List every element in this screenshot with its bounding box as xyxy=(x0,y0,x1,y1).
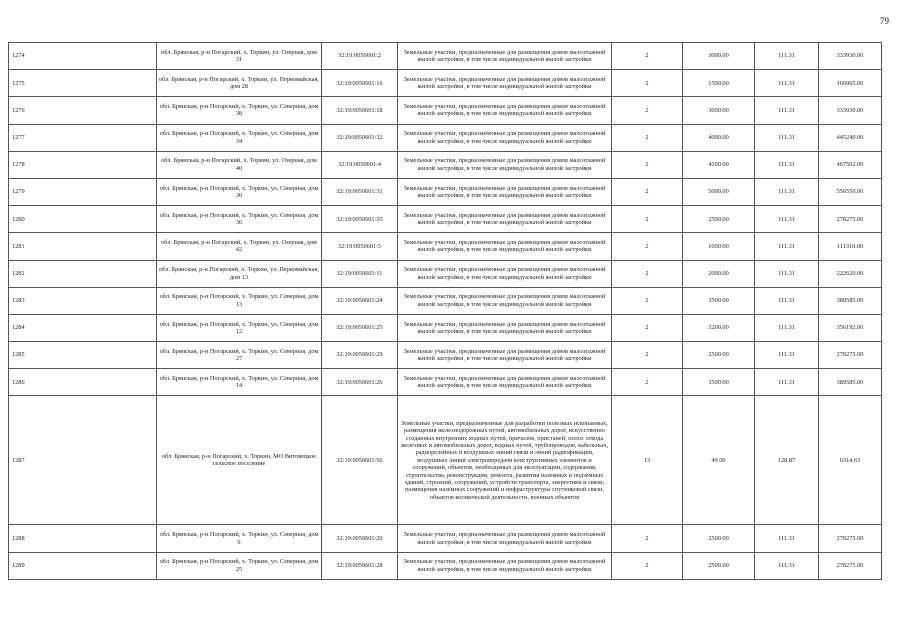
address-cell: обл. Брянская, р-н Погарский, х. Торкин, ул. Северная, дом 36 xyxy=(157,206,322,233)
cadastral-number-cell: 32:19:0050601:24 xyxy=(322,287,398,314)
area-cell: 2000.00 xyxy=(683,260,755,287)
row-number: 1274 xyxy=(9,43,157,70)
address-cell: обл. Брянская, р-н Погарский, х. Торкин, ул. Северная, дом 14 xyxy=(157,369,322,396)
group-cell: 2 xyxy=(612,260,683,287)
area-cell: 3000.00 xyxy=(683,97,755,124)
row-number: 1283 xyxy=(9,287,157,314)
cadastral-number-cell: 32:19:0050601:2 xyxy=(322,43,398,70)
area-cell: 3500.00 xyxy=(683,287,755,314)
group-cell: 2 xyxy=(612,151,683,178)
group-cell: 2 xyxy=(612,124,683,151)
cadastral-value-table xyxy=(8,42,882,580)
area-cell: 4200.00 xyxy=(683,151,755,178)
cadastral-value-cell: 278275.00 xyxy=(819,206,882,233)
cadastral-number-cell: 32:19:0050601:32 xyxy=(322,124,398,151)
row-number: 1278 xyxy=(9,151,157,178)
specific-value-cell: 111.31 xyxy=(755,342,819,369)
specific-value-cell: 111.31 xyxy=(755,233,819,260)
table-row xyxy=(9,151,882,178)
table-row xyxy=(9,124,882,151)
table-row xyxy=(9,369,882,396)
specific-value-cell: 111.31 xyxy=(755,70,819,97)
table-row xyxy=(9,178,882,205)
row-number: 1285 xyxy=(9,342,157,369)
group-cell: 2 xyxy=(612,206,683,233)
cadastral-value-cell: 222620.00 xyxy=(819,260,882,287)
table-row xyxy=(9,97,882,124)
row-number: 1286 xyxy=(9,369,157,396)
cadastral-value-cell: 166965.00 xyxy=(819,70,882,97)
cadastral-value-cell: 333930.00 xyxy=(819,43,882,70)
cadastral-number-cell: 32:19:0050601:35 xyxy=(322,206,398,233)
cadastral-number-cell: 32:19:0050601:18 xyxy=(322,97,398,124)
specific-value-cell: 111.31 xyxy=(755,178,819,205)
cadastral-number-cell: 32:19:0050601:28 xyxy=(322,552,398,579)
row-number: 1282 xyxy=(9,260,157,287)
table-row xyxy=(9,260,882,287)
specific-value-cell: 111.31 xyxy=(755,525,819,552)
specific-value-cell: 111.31 xyxy=(755,43,819,70)
group-cell: 2 xyxy=(612,342,683,369)
address-cell: обл. Брянская, р-н Погарский, х. Торкин, ул. Северная, дом 30 xyxy=(157,178,322,205)
cadastral-value-cell: 111310.00 xyxy=(819,233,882,260)
address-cell: обл. Брянская, р-н Погарский, х. Торкин, ул. Северная, дом 25 xyxy=(157,552,322,579)
specific-value-cell: 111.31 xyxy=(755,552,819,579)
cadastral-number-cell: 32:19:0050601:31 xyxy=(322,178,398,205)
cadastral-number-cell: 32:19:0050601:26 xyxy=(322,369,398,396)
group-cell: 13 xyxy=(612,396,683,525)
land-use-cell: Земельные участки, предназначенные для размещения домов малоэтажной жилой застройки, в том числе индивидуальной жилой застройки xyxy=(398,151,612,178)
cadastral-value-cell: 356192.00 xyxy=(819,314,882,341)
area-cell: 3000.00 xyxy=(683,43,755,70)
table-row xyxy=(9,525,882,552)
land-use-cell: Земельные участки, предназначенные для размещения домов малоэтажной жилой застройки, в том числе индивидуальной жилой застройки xyxy=(398,97,612,124)
land-use-cell: Земельные участки, предназначенные для размещения домов малоэтажной жилой застройки, в том числе индивидуальной жилой застройки xyxy=(398,206,612,233)
area-cell: 2500.00 xyxy=(683,342,755,369)
address-cell: обл. Брянская, р-н Погарский, х. Торкин, ул. Северная, дом 6 xyxy=(157,525,322,552)
specific-value-cell: 111.31 xyxy=(755,369,819,396)
cadastral-value-cell: 389585.00 xyxy=(819,287,882,314)
specific-value-cell: 128.87 xyxy=(755,396,819,525)
cadastral-value-cell: 278275.00 xyxy=(819,552,882,579)
area-cell: 1000.00 xyxy=(683,233,755,260)
area-cell: 49.00 xyxy=(683,396,755,525)
cadastral-value-cell: 445240.00 xyxy=(819,124,882,151)
land-use-cell: Земельные участки, предназначенные для размещения домов малоэтажной жилой застройки, в том числе индивидуальной жилой застройки xyxy=(398,369,612,396)
address-cell: обл. Брянская, р-н Погарский, х. Торкин, ул. Северная, дом 34 xyxy=(157,124,322,151)
specific-value-cell: 111.31 xyxy=(755,260,819,287)
group-cell: 2 xyxy=(612,178,683,205)
land-use-cell: Земельные участки, предназначенные для размещения домов малоэтажной жилой застройки, в том числе индивидуальной жилой застройки xyxy=(398,260,612,287)
page-number: 79 xyxy=(880,16,889,26)
group-cell: 2 xyxy=(612,287,683,314)
specific-value-cell: 111.31 xyxy=(755,287,819,314)
row-number: 1275 xyxy=(9,70,157,97)
cadastral-number-cell: 32:19:0050601:5 xyxy=(322,233,398,260)
group-cell: 2 xyxy=(612,525,683,552)
address-cell: обл. Брянская, р-н Погарский, х. Торкин, ул. Северная, дом 13 xyxy=(157,287,322,314)
cadastral-number-cell: 32:19:0050601:29 xyxy=(322,342,398,369)
table-row xyxy=(9,287,882,314)
row-number: 1280 xyxy=(9,206,157,233)
address-cell: обл. Брянская, р-н Погарский, х. Торкин, ул. Озерная, дом 31 xyxy=(157,43,322,70)
land-use-cell: Земельные участки, предназначенные для размещения домов малоэтажной жилой застройки, в том числе индивидуальной жилой застройки xyxy=(398,233,612,260)
row-number: 1287 xyxy=(9,396,157,525)
specific-value-cell: 111.31 xyxy=(755,97,819,124)
area-cell: 1500.00 xyxy=(683,70,755,97)
cadastral-number-cell: 32:19:0050601:11 xyxy=(322,260,398,287)
land-use-cell: Земельные участки, предназначенные для размещения домов малоэтажной жилой застройки, в том числе индивидуальной жилой застройки xyxy=(398,70,612,97)
cadastral-value-cell: 6314.63 xyxy=(819,396,882,525)
specific-value-cell: 111.31 xyxy=(755,314,819,341)
address-cell: обл. Брянская, р-н Погарский, х. Торкин, ул. Северная, дом 38 xyxy=(157,97,322,124)
row-number: 1288 xyxy=(9,525,157,552)
group-cell: 2 xyxy=(612,70,683,97)
specific-value-cell: 111.31 xyxy=(755,151,819,178)
address-cell: обл. Брянская, р-н Погарский, х. Торкин, ул. Северная, дом 27 xyxy=(157,342,322,369)
land-use-cell: Земельные участки, предназначенные для размещения домов малоэтажной жилой застройки, в том числе индивидуальной жилой застройки xyxy=(398,178,612,205)
group-cell: 2 xyxy=(612,369,683,396)
area-cell: 3500.00 xyxy=(683,369,755,396)
land-use-cell: Земельные участки, предназначенные для размещения домов малоэтажной жилой застройки, в том числе индивидуальной жилой застройки xyxy=(398,552,612,579)
address-cell: обл. Брянская, р-н Погарский, х. Торкин, МО Витовецкое сельское поселение xyxy=(157,396,322,525)
cadastral-number-cell: 32:19:0050601:56 xyxy=(322,396,398,525)
address-cell: обл. Брянская, р-н Погарский, х. Торкин, ул. Озерная, дом 40 xyxy=(157,151,322,178)
group-cell: 2 xyxy=(612,552,683,579)
cadastral-value-cell: 278275.00 xyxy=(819,342,882,369)
area-cell: 2500.00 xyxy=(683,206,755,233)
table-row xyxy=(9,314,882,341)
specific-value-cell: 111.31 xyxy=(755,206,819,233)
table-body xyxy=(9,43,882,580)
row-number: 1284 xyxy=(9,314,157,341)
row-number: 1279 xyxy=(9,178,157,205)
area-cell: 2500.00 xyxy=(683,525,755,552)
cadastral-number-cell: 32:19:0050601:25 xyxy=(322,314,398,341)
specific-value-cell: 111.31 xyxy=(755,124,819,151)
group-cell: 2 xyxy=(612,233,683,260)
row-number: 1276 xyxy=(9,97,157,124)
land-use-cell: Земельные участки, предназначенные для размещения домов малоэтажной жилой застройки, в том числе индивидуальной жилой застройки xyxy=(398,124,612,151)
group-cell: 2 xyxy=(612,314,683,341)
row-number: 1289 xyxy=(9,552,157,579)
table-row xyxy=(9,233,882,260)
cadastral-number-cell: 32:19:0050601:20 xyxy=(322,525,398,552)
cadastral-value-cell: 467502.00 xyxy=(819,151,882,178)
area-cell: 2500.00 xyxy=(683,552,755,579)
row-number: 1281 xyxy=(9,233,157,260)
table-row xyxy=(9,43,882,70)
group-cell: 2 xyxy=(612,43,683,70)
group-cell: 2 xyxy=(612,97,683,124)
land-use-cell: Земельные участки, предназначенные для размещения домов малоэтажной жилой застройки, в том числе индивидуальной жилой застройки xyxy=(398,314,612,341)
cadastral-value-cell: 389585.00 xyxy=(819,369,882,396)
cadastral-number-cell: 32:19:0050601:4 xyxy=(322,151,398,178)
table-row xyxy=(9,70,882,97)
land-use-cell: Земельные участки, предназначенные для размещения домов малоэтажной жилой застройки, в том числе индивидуальной жилой застройки xyxy=(398,525,612,552)
area-cell: 5000.00 xyxy=(683,178,755,205)
address-cell: обл. Брянская, р-н Погарский, х. Торкин, ул. Первомайская, дом 28 xyxy=(157,70,322,97)
area-cell: 4000.00 xyxy=(683,124,755,151)
land-use-cell: Земельные участки, предназначенные для размещения домов малоэтажной жилой застройки, в том числе индивидуальной жилой застройки xyxy=(398,342,612,369)
address-cell: обл. Брянская, р-н Погарский, х. Торкин, ул. Северная, дом 12 xyxy=(157,314,322,341)
cadastral-value-cell: 333930.00 xyxy=(819,97,882,124)
land-use-cell: Земельные участки, предназначенные для разработки полезных ископаемых, размещения железнодорожных путей, автомобильных дорог, искусственно созданных внутренних водных путей, причалов, пристаней, полос отвода железных и автомобильных дорог, водных путей, трубопроводов, кабельных, радиорелейных и воздушных линий связи и линий радиофикации, воздушных линий электропередачи конструктивных элементов и сооружений, объектов, необходимых для эксплуатации, содержания, строительства, реконструкции, ремонта, развития наземных и подземных зданий, строений, сооружений, устройств транспорта, энергетики и связи; размещения наземных сооружений и инфраструктуры спутниковой связи, объектов космической деятельности, военных объектов xyxy=(398,396,612,525)
table-row xyxy=(9,342,882,369)
table-row xyxy=(9,206,882,233)
table-row xyxy=(9,552,882,579)
address-cell: обл. Брянская, р-н Погарский, х. Торкин, ул. Озерная, дом 42 xyxy=(157,233,322,260)
table-row xyxy=(9,396,882,525)
cadastral-value-cell: 556550.00 xyxy=(819,178,882,205)
cadastral-value-cell: 278275.00 xyxy=(819,525,882,552)
cadastral-number-cell: 32:19:0050601:16 xyxy=(322,70,398,97)
address-cell: обл. Брянская, р-н Погарский, х. Торкин, ул. Первомайская, дом 13 xyxy=(157,260,322,287)
area-cell: 3200.00 xyxy=(683,314,755,341)
land-use-cell: Земельные участки, предназначенные для размещения домов малоэтажной жилой застройки, в том числе индивидуальной жилой застройки xyxy=(398,287,612,314)
land-use-cell: Земельные участки, предназначенные для размещения домов малоэтажной жилой застройки, в том числе индивидуальной жилой застройки xyxy=(398,43,612,70)
row-number: 1277 xyxy=(9,124,157,151)
